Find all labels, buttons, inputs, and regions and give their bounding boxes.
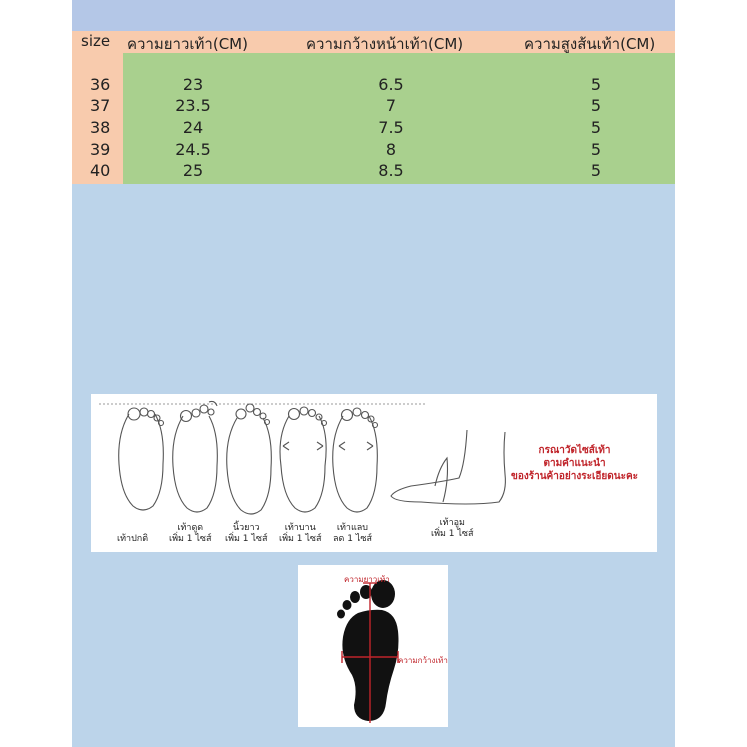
- foot-type-advice: เพิ่ม 1 ไซส์: [225, 534, 268, 544]
- foot-type-advice: เพิ่ม 1 ไซส์: [431, 529, 474, 539]
- header-size: size: [81, 32, 111, 50]
- size-cell: 38: [90, 118, 111, 137]
- foot-type-name: เท้าแลบ: [336, 523, 369, 533]
- length-label: ความยาวเท้า: [344, 575, 390, 584]
- foot-type-label: [225, 523, 268, 545]
- size-cell: 39: [90, 140, 111, 159]
- length-cell: 25: [182, 161, 204, 180]
- foot-type-name: นิ้วยาว: [232, 523, 260, 533]
- header-width: ความกว้างหน้าเท้า(CM): [306, 35, 464, 53]
- length-cell: 24: [182, 118, 204, 137]
- foot-type-name: เท้าดูด: [177, 523, 204, 533]
- top-band: [72, 0, 675, 31]
- size-cell: 40: [90, 161, 111, 180]
- length-cell: 24.5: [175, 140, 211, 159]
- measure-note: [511, 444, 638, 483]
- table-header-row: [72, 31, 675, 53]
- heel-cell: 5: [590, 161, 602, 180]
- width-label: ความกว้างเท้า: [398, 656, 448, 665]
- foot-type-advice: ลด 1 ไซส์: [333, 534, 372, 544]
- size-table: [72, 31, 675, 184]
- header-length: ความยาวเท้า(CM): [127, 35, 248, 53]
- heel-cell: 5: [590, 118, 602, 137]
- width-cell: 7.5: [378, 118, 404, 137]
- foot-type-label: [431, 518, 474, 540]
- foot-type-name: เท้าบาน: [284, 523, 316, 533]
- length-cell: 23.5: [175, 96, 211, 115]
- foot-type-label: [279, 523, 322, 545]
- size-cell: 37: [90, 96, 111, 115]
- width-cell: 6.5: [378, 75, 404, 94]
- foot-measure-diagram: [298, 565, 448, 727]
- length-cell: 23: [182, 75, 204, 94]
- foot-type-chart: [91, 394, 657, 552]
- foot-type-name: เท้าปกติ: [117, 534, 149, 544]
- foot-type-label: [169, 523, 212, 545]
- size-cell: 36: [90, 75, 111, 94]
- heel-cell: 5: [590, 96, 602, 115]
- foot-type-name: เท้าอูม: [439, 518, 465, 528]
- measure-note-line: กรณาวัดไซส์เท้า: [538, 445, 611, 456]
- measure-note-line: ตามคำแนะนำ: [543, 458, 606, 469]
- heel-cell: 5: [590, 75, 602, 94]
- foot-type-advice: เพิ่ม 1 ไซส์: [169, 534, 212, 544]
- measure-note-line: ของร้านค้าอย่างระเอียดนะคะ: [511, 471, 639, 482]
- footprint-graphic: [298, 565, 448, 727]
- width-cell: 8: [385, 140, 397, 159]
- foot-type-advice: เพิ่ม 1 ไซส์: [279, 534, 322, 544]
- width-cell: 7: [385, 96, 397, 115]
- header-heel: ความสูงส้นเท้า(CM): [524, 35, 656, 53]
- width-cell: 8.5: [378, 161, 404, 180]
- foot-type-label: [333, 523, 372, 545]
- foot-type-label: [117, 534, 148, 545]
- heel-cell: 5: [590, 140, 602, 159]
